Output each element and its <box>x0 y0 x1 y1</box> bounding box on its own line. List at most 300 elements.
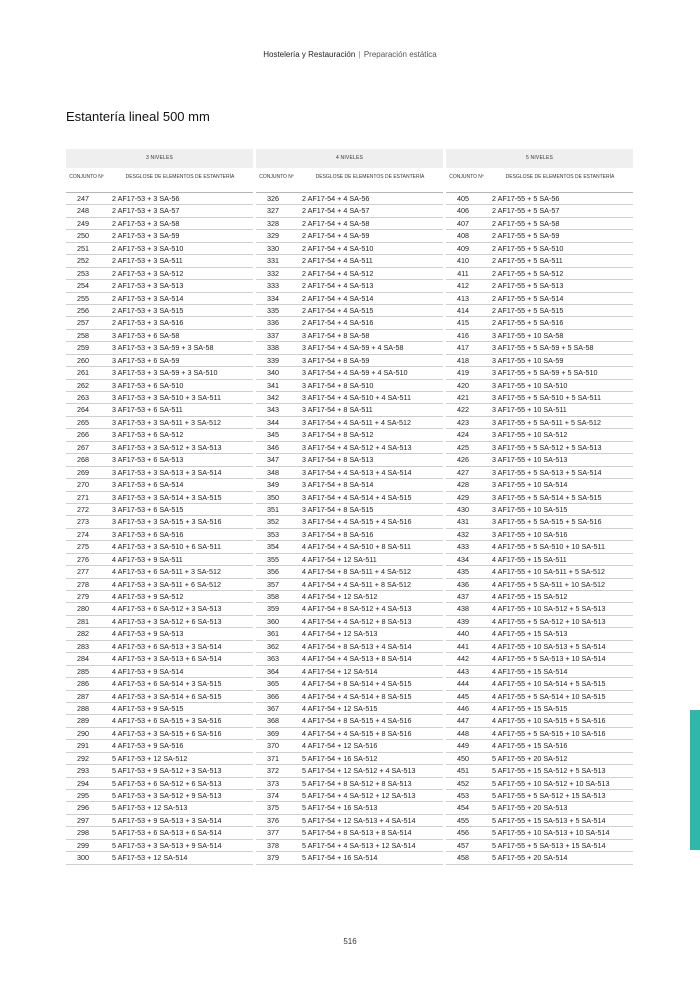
table-row <box>256 852 443 864</box>
element-breakdown: 4 AF17-55 + 5 SA-515 + 10 SA-516 <box>492 728 606 738</box>
set-number: 432 <box>457 529 469 539</box>
set-number: 276 <box>77 554 89 564</box>
element-breakdown: 4 AF17-55 + 5 SA-510 + 10 SA-511 <box>492 542 605 552</box>
element-breakdown: 4 AF17-55 + 15 SA-514 <box>492 666 568 676</box>
set-number: 369 <box>267 728 279 738</box>
element-breakdown: 3 AF17-53 + 6 SA-510 <box>112 380 184 390</box>
element-breakdown: 4 AF17-54 + 4 SA-514 + 8 SA-515 <box>302 691 412 701</box>
table-row <box>446 367 633 379</box>
element-breakdown: 5 AF17-55 + 10 SA-513 + 10 SA-514 <box>492 828 610 838</box>
element-breakdown: 2 AF17-55 + 5 SA-513 <box>492 281 564 291</box>
element-breakdown: 4 AF17-53 + 6 SA-513 + 3 SA-514 <box>112 641 222 651</box>
element-breakdown: 3 AF17-54 + 4 SA-512 + 4 SA-513 <box>302 442 412 452</box>
table-row <box>446 628 633 640</box>
table-row <box>66 205 253 217</box>
set-number: 344 <box>267 417 279 427</box>
set-number: 455 <box>457 815 469 825</box>
table-row <box>446 218 633 230</box>
set-number: 434 <box>457 554 469 564</box>
element-breakdown: 4 AF17-55 + 15 SA-515 <box>492 703 568 713</box>
set-number: 441 <box>457 641 469 651</box>
element-breakdown: 3 AF17-53 + 6 SA-514 <box>112 480 184 490</box>
table-row <box>256 616 443 628</box>
element-breakdown: 3 AF17-53 + 6 SA-512 <box>112 430 184 440</box>
table-row <box>256 641 443 653</box>
table-row <box>256 840 443 852</box>
set-number: 261 <box>77 368 89 378</box>
element-breakdown: 2 AF17-55 + 5 SA-511 <box>492 256 563 266</box>
set-number: 440 <box>457 629 469 639</box>
table-row <box>256 330 443 342</box>
table-row <box>66 268 253 280</box>
section-color-tab <box>690 710 700 850</box>
element-breakdown: 4 AF17-55 + 15 SA-511 <box>492 554 567 564</box>
table-row <box>66 417 253 429</box>
element-breakdown: 5 AF17-55 + 20 SA-514 <box>492 853 568 863</box>
table-row <box>66 355 253 367</box>
set-number: 271 <box>77 492 89 502</box>
table-row <box>446 268 633 280</box>
set-number: 435 <box>457 567 469 577</box>
element-breakdown: 2 AF17-53 + 3 SA-516 <box>112 318 184 328</box>
set-number: 431 <box>457 517 469 527</box>
set-number: 357 <box>267 579 279 589</box>
element-breakdown: 4 AF17-54 + 8 SA-514 + 4 SA-515 <box>302 679 412 689</box>
table-row <box>256 628 443 640</box>
table-row <box>66 827 253 839</box>
table-row <box>446 703 633 715</box>
set-number: 289 <box>77 716 89 726</box>
element-breakdown: 4 AF17-53 + 6 SA-515 + 3 SA-516 <box>112 716 222 726</box>
element-breakdown: 4 AF17-55 + 15 SA-516 <box>492 741 568 751</box>
set-number: 328 <box>267 218 279 228</box>
element-breakdown: 3 AF17-53 + 6 SA-516 <box>112 529 184 539</box>
set-number: 373 <box>267 778 279 788</box>
table-row <box>256 541 443 553</box>
element-breakdown: 3 AF17-53 + 3 SA-59 + 3 SA-58 <box>112 343 214 353</box>
table-row <box>66 404 253 416</box>
column-header-desglose: DESGLOSE DE ELEMENTOS DE ESTANTERÍA <box>125 174 235 180</box>
table-row <box>256 230 443 242</box>
table-row <box>256 703 443 715</box>
element-breakdown: 2 AF17-55 + 5 SA-512 <box>492 268 564 278</box>
set-number: 346 <box>267 442 279 452</box>
table-group-header: 5 NIVELES <box>446 149 633 168</box>
table-row <box>446 317 633 329</box>
set-number: 352 <box>267 517 279 527</box>
set-number: 450 <box>457 753 469 763</box>
table-row <box>446 715 633 727</box>
set-number: 285 <box>77 666 89 676</box>
header-subsection: Preparación estática <box>363 50 437 59</box>
set-number: 424 <box>457 430 469 440</box>
element-breakdown: 4 AF17-54 + 12 SA-516 <box>302 741 378 751</box>
element-breakdown: 5 AF17-55 + 20 SA-512 <box>492 753 568 763</box>
set-number: 370 <box>267 741 279 751</box>
table-row <box>66 691 253 703</box>
set-number: 420 <box>457 380 469 390</box>
set-number: 268 <box>77 455 89 465</box>
element-breakdown: 4 AF17-54 + 12 SA-514 <box>302 666 378 676</box>
set-number: 332 <box>267 268 279 278</box>
element-breakdown: 3 AF17-55 + 5 SA-513 + 5 SA-514 <box>492 467 602 477</box>
element-breakdown: 4 AF17-54 + 4 SA-512 + 8 SA-513 <box>302 616 412 626</box>
element-breakdown: 4 AF17-54 + 4 SA-513 + 8 SA-514 <box>302 654 412 664</box>
table-row <box>66 516 253 528</box>
element-breakdown: 4 AF17-53 + 3 SA-514 + 6 SA-515 <box>112 691 222 701</box>
table-row <box>66 305 253 317</box>
element-breakdown: 3 AF17-54 + 8 SA-515 <box>302 504 374 514</box>
set-number: 448 <box>457 728 469 738</box>
element-breakdown: 4 AF17-55 + 15 SA-513 <box>492 629 568 639</box>
element-breakdown: 2 AF17-53 + 3 SA-59 <box>112 231 180 241</box>
element-breakdown: 5 AF17-53 + 12 SA-513 <box>112 803 188 813</box>
set-number: 260 <box>77 355 89 365</box>
element-breakdown: 3 AF17-53 + 3 SA-511 + 3 SA-512 <box>112 417 221 427</box>
element-breakdown: 5 AF17-53 + 3 SA-513 + 9 SA-514 <box>112 840 222 850</box>
table-row <box>446 492 633 504</box>
element-breakdown: 3 AF17-54 + 4 SA-511 + 4 SA-512 <box>302 417 411 427</box>
element-breakdown: 5 AF17-53 + 9 SA-513 + 3 SA-514 <box>112 815 222 825</box>
set-number: 355 <box>267 554 279 564</box>
element-breakdown: 4 AF17-54 + 12 SA-515 <box>302 703 378 713</box>
table-group-header: 4 NIVELES <box>256 149 443 168</box>
table-row <box>256 827 443 839</box>
element-breakdown: 3 AF17-54 + 8 SA-514 <box>302 480 374 490</box>
element-breakdown: 4 AF17-55 + 5 SA-513 + 10 SA-514 <box>492 654 606 664</box>
set-number: 273 <box>77 517 89 527</box>
table-row <box>446 442 633 454</box>
set-number: 249 <box>77 218 89 228</box>
column-headers <box>66 168 253 193</box>
element-breakdown: 3 AF17-55 + 10 SA-510 <box>492 380 568 390</box>
element-breakdown: 2 AF17-54 + 4 SA-512 <box>302 268 374 278</box>
table-row <box>446 516 633 528</box>
set-number: 368 <box>267 716 279 726</box>
table-row <box>256 442 443 454</box>
element-breakdown: 2 AF17-54 + 4 SA-58 <box>302 218 370 228</box>
element-breakdown: 3 AF17-54 + 8 SA-513 <box>302 455 374 465</box>
element-breakdown: 4 AF17-54 + 4 SA-515 + 8 SA-516 <box>302 728 412 738</box>
table-row <box>256 467 443 479</box>
table-row <box>256 193 443 205</box>
element-breakdown: 2 AF17-54 + 4 SA-57 <box>302 206 370 216</box>
table-row <box>446 280 633 292</box>
table-row <box>256 355 443 367</box>
set-number: 405 <box>457 194 469 203</box>
table-4-niveles <box>256 149 443 865</box>
element-breakdown: 3 AF17-55 + 10 SA-511 <box>492 405 567 415</box>
set-number: 298 <box>77 828 89 838</box>
element-breakdown: 5 AF17-53 + 6 SA-512 + 6 SA-513 <box>112 778 222 788</box>
table-row <box>66 529 253 541</box>
set-number: 366 <box>267 691 279 701</box>
page-title: Estantería lineal 500 mm <box>66 109 210 124</box>
set-number: 330 <box>267 243 279 253</box>
set-number: 408 <box>457 231 469 241</box>
table-row <box>66 380 253 392</box>
element-breakdown: 3 AF17-55 + 10 SA-59 <box>492 355 564 365</box>
set-number: 274 <box>77 529 89 539</box>
set-number: 342 <box>267 393 279 402</box>
table-row <box>446 504 633 516</box>
set-number: 297 <box>77 815 89 825</box>
set-number: 422 <box>457 405 469 415</box>
table-row <box>256 815 443 827</box>
element-breakdown: 3 AF17-55 + 5 SA-515 + 5 SA-516 <box>492 517 602 527</box>
element-breakdown: 4 AF17-53 + 9 SA-511 <box>112 554 183 564</box>
set-number: 348 <box>267 467 279 477</box>
set-number: 270 <box>77 480 89 490</box>
table-row <box>256 591 443 603</box>
element-breakdown: 3 AF17-55 + 5 SA-512 + 5 SA-513 <box>492 442 602 452</box>
table-row <box>446 392 633 404</box>
set-number: 300 <box>77 853 89 863</box>
table-row <box>256 790 443 802</box>
table-row <box>66 342 253 354</box>
set-number: 255 <box>77 293 89 303</box>
element-breakdown: 3 AF17-55 + 10 SA-58 <box>492 330 564 340</box>
table-row <box>66 603 253 615</box>
element-breakdown: 5 AF17-55 + 15 SA-512 + 5 SA-513 <box>492 766 606 776</box>
element-breakdown: 5 AF17-54 + 12 SA-512 + 4 SA-513 <box>302 766 416 776</box>
table-row <box>446 305 633 317</box>
table-row <box>256 429 443 441</box>
set-number: 267 <box>77 442 89 452</box>
set-number: 264 <box>77 405 89 415</box>
element-breakdown: 3 AF17-54 + 4 SA-514 + 4 SA-515 <box>302 492 412 502</box>
table-row <box>256 342 443 354</box>
set-number: 351 <box>267 504 279 514</box>
column-header-desglose: DESGLOSE DE ELEMENTOS DE ESTANTERÍA <box>505 174 615 180</box>
element-breakdown: 3 AF17-55 + 10 SA-513 <box>492 455 568 465</box>
table-row <box>256 504 443 516</box>
table-row <box>66 442 253 454</box>
set-number: 429 <box>457 492 469 502</box>
table-row <box>256 293 443 305</box>
table-row <box>446 815 633 827</box>
element-breakdown: 4 AF17-55 + 10 SA-514 + 5 SA-515 <box>492 679 606 689</box>
set-number: 272 <box>77 504 89 514</box>
table-row <box>446 591 633 603</box>
set-number: 339 <box>267 355 279 365</box>
set-number: 414 <box>457 305 469 315</box>
table-row <box>66 579 253 591</box>
set-number: 410 <box>457 256 469 266</box>
set-number: 296 <box>77 803 89 813</box>
set-number: 412 <box>457 281 469 291</box>
set-number: 411 <box>457 268 469 278</box>
table-row <box>66 218 253 230</box>
set-number: 329 <box>267 231 279 241</box>
element-breakdown: 2 AF17-54 + 4 SA-514 <box>302 293 374 303</box>
element-breakdown: 2 AF17-55 + 5 SA-510 <box>492 243 564 253</box>
table-row <box>446 678 633 690</box>
table-row <box>66 765 253 777</box>
set-number: 427 <box>457 467 469 477</box>
element-breakdown: 2 AF17-53 + 3 SA-510 <box>112 243 184 253</box>
table-row <box>66 728 253 740</box>
set-number: 428 <box>457 480 469 490</box>
element-breakdown: 2 AF17-54 + 4 SA-56 <box>302 194 370 203</box>
set-number: 439 <box>457 616 469 626</box>
set-number: 458 <box>457 853 469 863</box>
element-breakdown: 5 AF17-54 + 16 SA-514 <box>302 853 378 863</box>
set-number: 356 <box>267 567 279 577</box>
element-breakdown: 4 AF17-53 + 3 SA-511 + 6 SA-512 <box>112 579 221 589</box>
set-number: 286 <box>77 679 89 689</box>
table-row <box>256 255 443 267</box>
table-row <box>446 255 633 267</box>
set-number: 415 <box>457 318 469 328</box>
table-5-niveles <box>446 149 633 865</box>
column-header-conjunto: CONJUNTO Nº <box>449 174 484 180</box>
table-row <box>66 840 253 852</box>
set-number: 423 <box>457 417 469 427</box>
table-row <box>66 541 253 553</box>
table-row <box>446 342 633 354</box>
set-number: 254 <box>77 281 89 291</box>
table-row <box>256 802 443 814</box>
table-row <box>446 355 633 367</box>
element-breakdown: 5 AF17-53 + 12 SA-512 <box>112 753 188 763</box>
set-number: 438 <box>457 604 469 614</box>
table-row <box>66 778 253 790</box>
element-breakdown: 2 AF17-54 + 4 SA-513 <box>302 281 374 291</box>
set-number: 335 <box>267 305 279 315</box>
element-breakdown: 4 AF17-53 + 9 SA-513 <box>112 629 184 639</box>
table-row <box>446 529 633 541</box>
table-row <box>66 504 253 516</box>
element-breakdown: 2 AF17-54 + 4 SA-515 <box>302 305 374 315</box>
table-row <box>256 417 443 429</box>
table-row <box>446 467 633 479</box>
element-breakdown: 4 AF17-53 + 9 SA-515 <box>112 703 184 713</box>
table-row <box>256 666 443 678</box>
set-number: 327 <box>267 206 279 216</box>
table-row <box>256 404 443 416</box>
table-row <box>256 554 443 566</box>
table-row <box>66 492 253 504</box>
table-row <box>66 703 253 715</box>
table-row <box>256 280 443 292</box>
column-headers <box>256 168 443 193</box>
element-breakdown: 5 AF17-53 + 6 SA-513 + 6 SA-514 <box>112 828 222 838</box>
page-number: 516 <box>343 937 357 946</box>
element-breakdown: 2 AF17-54 + 4 SA-59 <box>302 231 370 241</box>
table-row <box>446 653 633 665</box>
table-row <box>446 330 633 342</box>
table-row <box>446 205 633 217</box>
set-number: 451 <box>457 766 469 776</box>
set-number: 421 <box>457 393 469 402</box>
element-breakdown: 3 AF17-54 + 8 SA-59 <box>302 355 370 365</box>
set-number: 281 <box>77 616 89 626</box>
set-number: 341 <box>267 380 279 390</box>
element-breakdown: 3 AF17-55 + 10 SA-516 <box>492 529 568 539</box>
set-number: 371 <box>267 753 279 763</box>
element-breakdown: 3 AF17-53 + 6 SA-511 <box>112 405 183 415</box>
set-number: 287 <box>77 691 89 701</box>
table-row <box>446 790 633 802</box>
set-number: 278 <box>77 579 89 589</box>
set-number: 282 <box>77 629 89 639</box>
table-row <box>446 404 633 416</box>
element-breakdown: 2 AF17-53 + 3 SA-513 <box>112 281 184 291</box>
element-breakdown: 3 AF17-55 + 10 SA-512 <box>492 430 568 440</box>
set-number: 372 <box>267 766 279 776</box>
set-number: 253 <box>77 268 89 278</box>
element-breakdown: 5 AF17-54 + 8 SA-512 + 8 SA-513 <box>302 778 412 788</box>
element-breakdown: 3 AF17-54 + 8 SA-58 <box>302 330 370 340</box>
element-breakdown: 4 AF17-53 + 6 SA-511 + 3 SA-512 <box>112 567 221 577</box>
element-breakdown: 4 AF17-55 + 10 SA-511 + 5 SA-512 <box>492 567 605 577</box>
element-breakdown: 3 AF17-54 + 4 SA-59 + 4 SA-510 <box>302 368 408 378</box>
table-row <box>256 479 443 491</box>
set-number: 433 <box>457 542 469 552</box>
set-number: 331 <box>267 256 279 266</box>
set-number: 446 <box>457 703 469 713</box>
set-number: 266 <box>77 430 89 440</box>
table-row <box>256 529 443 541</box>
element-breakdown: 4 AF17-55 + 5 SA-512 + 10 SA-513 <box>492 616 606 626</box>
set-number: 358 <box>267 592 279 601</box>
set-number: 452 <box>457 778 469 788</box>
table-row <box>66 641 253 653</box>
column-header-desglose: DESGLOSE DE ELEMENTOS DE ESTANTERÍA <box>315 174 425 180</box>
set-number: 376 <box>267 815 279 825</box>
element-breakdown: 4 AF17-53 + 9 SA-514 <box>112 666 184 676</box>
element-breakdown: 5 AF17-55 + 20 SA-513 <box>492 803 568 813</box>
table-row <box>66 467 253 479</box>
element-breakdown: 5 AF17-55 + 10 SA-512 + 10 SA-513 <box>492 778 610 788</box>
table-row <box>66 802 253 814</box>
element-breakdown: 2 AF17-53 + 3 SA-514 <box>112 293 184 303</box>
element-breakdown: 4 AF17-54 + 12 SA-512 <box>302 592 378 601</box>
set-number: 416 <box>457 330 469 340</box>
table-row <box>66 280 253 292</box>
set-number: 436 <box>457 579 469 589</box>
table-row <box>446 852 633 864</box>
set-number: 338 <box>267 343 279 353</box>
table-row <box>256 367 443 379</box>
element-breakdown: 3 AF17-55 + 5 SA-59 + 5 SA-58 <box>492 343 594 353</box>
table-row <box>66 715 253 727</box>
set-number: 258 <box>77 330 89 340</box>
set-number: 454 <box>457 803 469 813</box>
table-group-header: 3 NIVELES <box>66 149 253 168</box>
table-row <box>256 765 443 777</box>
table-row <box>256 243 443 255</box>
table-row <box>256 579 443 591</box>
element-breakdown: 3 AF17-53 + 6 SA-513 <box>112 455 184 465</box>
element-breakdown: 3 AF17-55 + 10 SA-515 <box>492 504 568 514</box>
table-row <box>256 454 443 466</box>
element-breakdown: 4 AF17-55 + 10 SA-515 + 5 SA-516 <box>492 716 606 726</box>
element-breakdown: 3 AF17-53 + 3 SA-514 + 3 SA-515 <box>112 492 222 502</box>
table-row <box>256 218 443 230</box>
set-number: 359 <box>267 604 279 614</box>
set-number: 437 <box>457 592 469 601</box>
set-number: 375 <box>267 803 279 813</box>
set-number: 265 <box>77 417 89 427</box>
table-row <box>446 827 633 839</box>
column-headers <box>446 168 633 193</box>
table-row <box>256 305 443 317</box>
set-number: 247 <box>77 194 89 203</box>
table-row <box>66 591 253 603</box>
set-number: 290 <box>77 728 89 738</box>
